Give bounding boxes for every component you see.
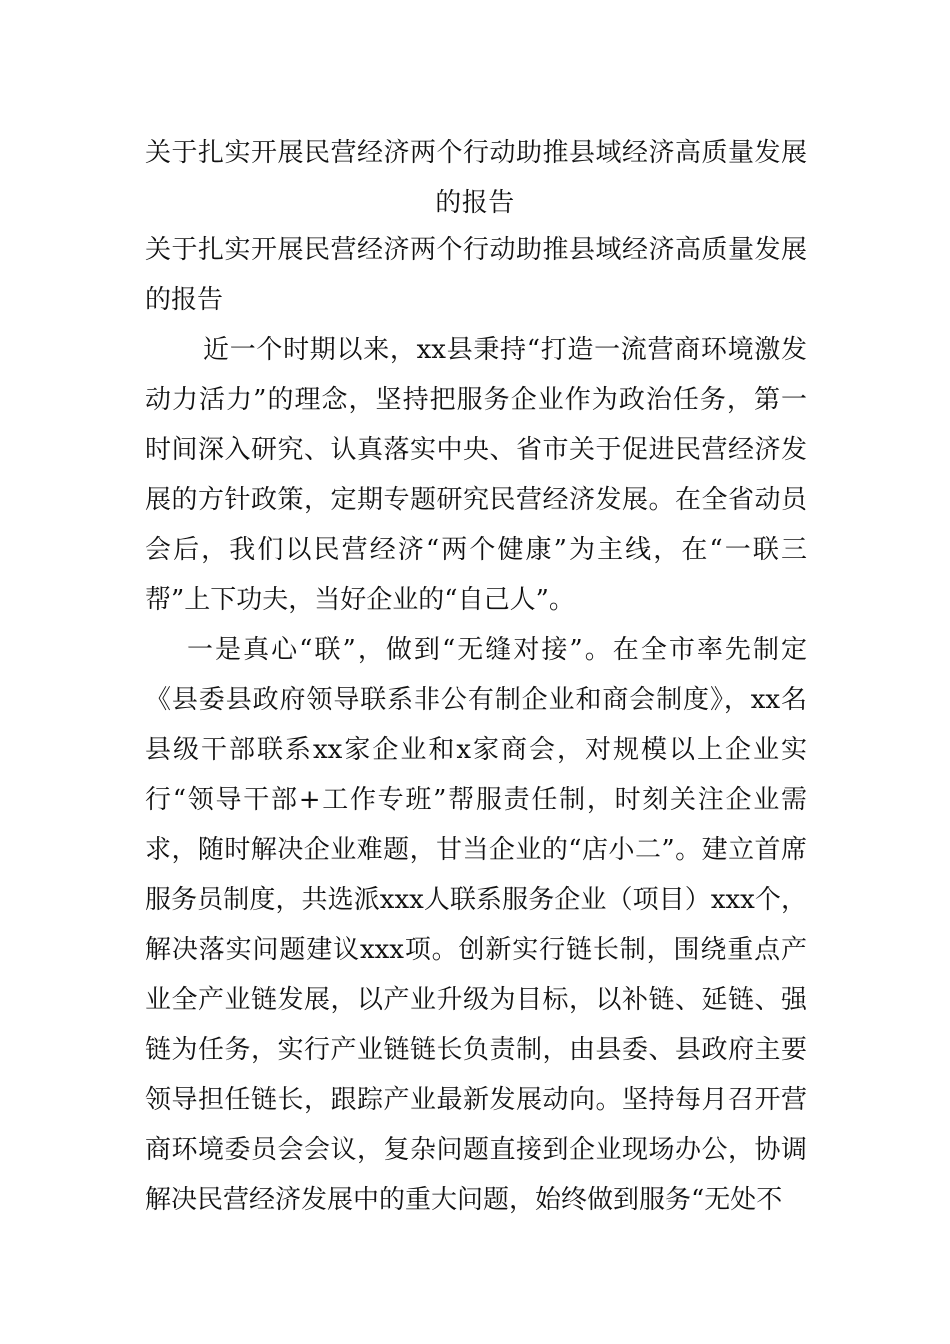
title-line-1: 关于扎实开展民营经济两个行动助推县域经济高质量发展 [145, 138, 808, 168]
title-line-2: 的报告 [435, 188, 515, 218]
paragraph-intro: 近一个时期以来，xx县秉持“打造一流营商环境激发动力活力”的理念，坚持把服务企业作为政治任务，第一时间深入研究、认真落实中央、省市关于促进民营经济发展的方针政策，定期专题研究民营经济发展。在全省动员会后，我们以民营经济“两个健康”为主线，在“一联三帮”上下功夫，当好企业的“自己人”。 [145, 335, 807, 615]
paragraph-lian: 一是真心“联”，做到“无缝对接”。在全市率先制定《县委县政府领导联系非公有制企业和商会制度》，xx名县级干部联系xx家企业和x家商会，对规模以上企业实行“领导干部+工作专班”帮服责任制，时刻关注企业需求，随时解决企业难题，甘当企业的“店小二”。建立首席服务员制度，共选派xxx人联系服务企业（项目）xxx个，解决落实问题建议xxx项。创新实行链长制，围绕重点产业全产业链发展，以产业升级为目标，以补链、延链、强链为任务，实行产业链链长负责制，由县委、县政府主要领导担任链长，跟踪产业最新发展动向。坚持每月召开营商环境委员会会议，复杂问题直接到企业现场办公，协调解决民营经济发展中的重大问题，始终做到服务“无处不 [145, 635, 807, 1215]
document-body [145, 225, 807, 1225]
document-subtitle: 关于扎实开展民营经济两个行动助推县域经济高质量发展的报告 [145, 235, 807, 315]
document-title [145, 128, 808, 228]
